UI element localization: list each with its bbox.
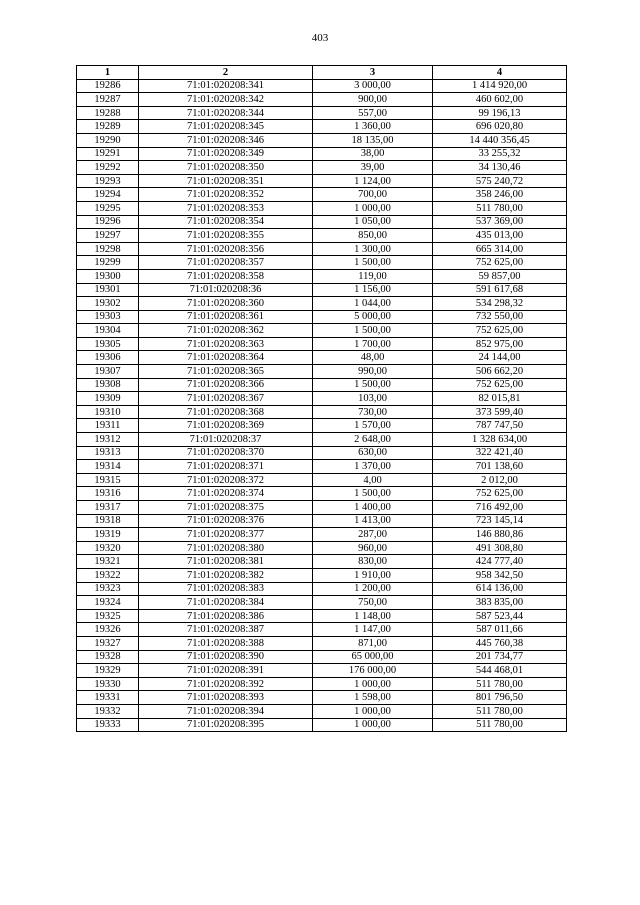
area-cell: 900,00 <box>313 93 433 107</box>
area-cell: 730,00 <box>313 405 433 419</box>
row-number-cell: 19331 <box>77 691 139 705</box>
value-cell: 575 240,72 <box>433 174 567 188</box>
cadastral-number-cell: 71:01:020208:369 <box>139 419 313 433</box>
table-row <box>77 596 567 610</box>
row-number-cell: 19294 <box>77 188 139 202</box>
cadastral-number-cell: 71:01:020208:394 <box>139 704 313 718</box>
area-cell: 1 500,00 <box>313 324 433 338</box>
area-cell: 38,00 <box>313 147 433 161</box>
value-cell: 511 780,00 <box>433 677 567 691</box>
row-number-cell: 19307 <box>77 365 139 379</box>
value-cell: 614 136,00 <box>433 582 567 596</box>
cadastral-number-cell: 71:01:020208:382 <box>139 568 313 582</box>
cadastral-number-cell: 71:01:020208:346 <box>139 133 313 147</box>
value-cell: 701 138,60 <box>433 460 567 474</box>
cadastral-number-cell: 71:01:020208:392 <box>139 677 313 691</box>
row-number-cell: 19329 <box>77 664 139 678</box>
cadastral-number-cell: 71:01:020208:388 <box>139 636 313 650</box>
area-cell: 1 000,00 <box>313 677 433 691</box>
table-row <box>77 501 567 515</box>
table-row <box>77 215 567 229</box>
column-header: 3 <box>313 66 433 80</box>
row-number-cell: 19306 <box>77 351 139 365</box>
cadastral-number-cell: 71:01:020208:377 <box>139 528 313 542</box>
area-cell: 18 135,00 <box>313 133 433 147</box>
table-row <box>77 392 567 406</box>
value-cell: 59 857,00 <box>433 269 567 283</box>
area-cell: 119,00 <box>313 269 433 283</box>
table-row <box>77 93 567 107</box>
cadastral-number-cell: 71:01:020208:376 <box>139 514 313 528</box>
table-row <box>77 310 567 324</box>
row-number-cell: 19296 <box>77 215 139 229</box>
area-cell: 750,00 <box>313 596 433 610</box>
cadastral-number-cell: 71:01:020208:37 <box>139 433 313 447</box>
cadastral-number-cell: 71:01:020208:365 <box>139 365 313 379</box>
row-number-cell: 19299 <box>77 256 139 270</box>
table-row <box>77 147 567 161</box>
cadastral-number-cell: 71:01:020208:363 <box>139 337 313 351</box>
value-cell: 852 975,00 <box>433 337 567 351</box>
value-cell: 24 144,00 <box>433 351 567 365</box>
table-body <box>77 79 567 732</box>
row-number-cell: 19321 <box>77 555 139 569</box>
table-row <box>77 568 567 582</box>
value-cell: 752 625,00 <box>433 487 567 501</box>
row-number-cell: 19311 <box>77 419 139 433</box>
table-row <box>77 460 567 474</box>
row-number-cell: 19293 <box>77 174 139 188</box>
cadastral-number-cell: 71:01:020208:374 <box>139 487 313 501</box>
area-cell: 1 050,00 <box>313 215 433 229</box>
column-header: 1 <box>77 66 139 80</box>
row-number-cell: 19290 <box>77 133 139 147</box>
area-cell: 4,00 <box>313 473 433 487</box>
table-row <box>77 514 567 528</box>
table-row <box>77 473 567 487</box>
table-row <box>77 691 567 705</box>
row-number-cell: 19328 <box>77 650 139 664</box>
table-row <box>77 297 567 311</box>
cadastral-number-cell: 71:01:020208:355 <box>139 229 313 243</box>
cadastral-number-cell: 71:01:020208:360 <box>139 297 313 311</box>
area-cell: 960,00 <box>313 541 433 555</box>
row-number-cell: 19309 <box>77 392 139 406</box>
value-cell: 511 780,00 <box>433 201 567 215</box>
cadastral-number-cell: 71:01:020208:370 <box>139 446 313 460</box>
cadastral-number-cell: 71:01:020208:395 <box>139 718 313 732</box>
table-row <box>77 677 567 691</box>
row-number-cell: 19310 <box>77 405 139 419</box>
area-cell: 1 156,00 <box>313 283 433 297</box>
area-cell: 103,00 <box>313 392 433 406</box>
table-row <box>77 351 567 365</box>
area-cell: 830,00 <box>313 555 433 569</box>
area-cell: 39,00 <box>313 161 433 175</box>
row-number-cell: 19326 <box>77 623 139 637</box>
row-number-cell: 19305 <box>77 337 139 351</box>
value-cell: 716 492,00 <box>433 501 567 515</box>
value-cell: 2 012,00 <box>433 473 567 487</box>
table-row <box>77 201 567 215</box>
area-cell: 287,00 <box>313 528 433 542</box>
row-number-cell: 19332 <box>77 704 139 718</box>
value-cell: 752 625,00 <box>433 378 567 392</box>
row-number-cell: 19318 <box>77 514 139 528</box>
row-number-cell: 19316 <box>77 487 139 501</box>
value-cell: 732 550,00 <box>433 310 567 324</box>
table-row <box>77 433 567 447</box>
cadastral-number-cell: 71:01:020208:344 <box>139 106 313 120</box>
table-row <box>77 528 567 542</box>
row-number-cell: 19313 <box>77 446 139 460</box>
cadastral-number-cell: 71:01:020208:345 <box>139 120 313 134</box>
table-row <box>77 623 567 637</box>
value-cell: 491 308,80 <box>433 541 567 555</box>
cadastral-number-cell: 71:01:020208:362 <box>139 324 313 338</box>
cadastral-number-cell: 71:01:020208:366 <box>139 378 313 392</box>
value-cell: 435 013,00 <box>433 229 567 243</box>
table-row <box>77 133 567 147</box>
row-number-cell: 19308 <box>77 378 139 392</box>
value-cell: 358 246,00 <box>433 188 567 202</box>
table-row <box>77 188 567 202</box>
cadastral-number-cell: 71:01:020208:390 <box>139 650 313 664</box>
row-number-cell: 19327 <box>77 636 139 650</box>
value-cell: 383 835,00 <box>433 596 567 610</box>
area-cell: 1 148,00 <box>313 609 433 623</box>
area-cell: 1 200,00 <box>313 582 433 596</box>
row-number-cell: 19322 <box>77 568 139 582</box>
area-cell: 1 360,00 <box>313 120 433 134</box>
table-row <box>77 269 567 283</box>
cadastral-number-cell: 71:01:020208:393 <box>139 691 313 705</box>
area-cell: 871,00 <box>313 636 433 650</box>
cadastral-table <box>76 65 567 732</box>
area-cell: 3 000,00 <box>313 79 433 93</box>
table-row <box>77 419 567 433</box>
area-cell: 176 000,00 <box>313 664 433 678</box>
table-row <box>77 555 567 569</box>
area-cell: 1 500,00 <box>313 256 433 270</box>
value-cell: 34 130,46 <box>433 161 567 175</box>
cadastral-number-cell: 71:01:020208:353 <box>139 201 313 215</box>
area-cell: 1 124,00 <box>313 174 433 188</box>
table-row <box>77 541 567 555</box>
cadastral-number-cell: 71:01:020208:354 <box>139 215 313 229</box>
value-cell: 1 414 920,00 <box>433 79 567 93</box>
area-cell: 557,00 <box>313 106 433 120</box>
row-number-cell: 19289 <box>77 120 139 134</box>
column-header: 2 <box>139 66 313 80</box>
row-number-cell: 19312 <box>77 433 139 447</box>
cadastral-number-cell: 71:01:020208:387 <box>139 623 313 637</box>
cadastral-number-cell: 71:01:020208:357 <box>139 256 313 270</box>
cadastral-number-cell: 71:01:020208:356 <box>139 242 313 256</box>
value-cell: 511 780,00 <box>433 704 567 718</box>
area-cell: 1 000,00 <box>313 201 433 215</box>
value-cell: 801 796,50 <box>433 691 567 705</box>
cadastral-number-cell: 71:01:020208:342 <box>139 93 313 107</box>
row-number-cell: 19303 <box>77 310 139 324</box>
table-row <box>77 636 567 650</box>
area-cell: 630,00 <box>313 446 433 460</box>
row-number-cell: 19297 <box>77 229 139 243</box>
cadastral-number-cell: 71:01:020208:361 <box>139 310 313 324</box>
value-cell: 787 747,50 <box>433 419 567 433</box>
area-cell: 1 400,00 <box>313 501 433 515</box>
table-row <box>77 378 567 392</box>
value-cell: 146 880,86 <box>433 528 567 542</box>
area-cell: 850,00 <box>313 229 433 243</box>
table-row <box>77 324 567 338</box>
table-row <box>77 446 567 460</box>
table-row <box>77 609 567 623</box>
value-cell: 99 196,13 <box>433 106 567 120</box>
cadastral-number-cell: 71:01:020208:371 <box>139 460 313 474</box>
cadastral-number-cell: 71:01:020208:383 <box>139 582 313 596</box>
cadastral-number-cell: 71:01:020208:36 <box>139 283 313 297</box>
row-number-cell: 19317 <box>77 501 139 515</box>
row-number-cell: 19325 <box>77 609 139 623</box>
value-cell: 445 760,38 <box>433 636 567 650</box>
value-cell: 534 298,32 <box>433 297 567 311</box>
area-cell: 5 000,00 <box>313 310 433 324</box>
table-row <box>77 174 567 188</box>
value-cell: 587 011,66 <box>433 623 567 637</box>
value-cell: 424 777,40 <box>433 555 567 569</box>
cadastral-number-cell: 71:01:020208:367 <box>139 392 313 406</box>
area-cell: 1 370,00 <box>313 460 433 474</box>
value-cell: 373 599,40 <box>433 405 567 419</box>
row-number-cell: 19324 <box>77 596 139 610</box>
area-cell: 1 300,00 <box>313 242 433 256</box>
cadastral-number-cell: 71:01:020208:384 <box>139 596 313 610</box>
area-cell: 1 700,00 <box>313 337 433 351</box>
cadastral-number-cell: 71:01:020208:351 <box>139 174 313 188</box>
table-row <box>77 106 567 120</box>
value-cell: 1 328 634,00 <box>433 433 567 447</box>
row-number-cell: 19298 <box>77 242 139 256</box>
value-cell: 665 314,00 <box>433 242 567 256</box>
value-cell: 14 440 356,45 <box>433 133 567 147</box>
area-cell: 1 598,00 <box>313 691 433 705</box>
row-number-cell: 19315 <box>77 473 139 487</box>
value-cell: 723 145,14 <box>433 514 567 528</box>
cadastral-number-cell: 71:01:020208:375 <box>139 501 313 515</box>
value-cell: 322 421,40 <box>433 446 567 460</box>
area-cell: 65 000,00 <box>313 650 433 664</box>
area-cell: 1 500,00 <box>313 378 433 392</box>
value-cell: 752 625,00 <box>433 324 567 338</box>
area-cell: 48,00 <box>313 351 433 365</box>
table-row <box>77 650 567 664</box>
row-number-cell: 19320 <box>77 541 139 555</box>
row-number-cell: 19302 <box>77 297 139 311</box>
cadastral-number-cell: 71:01:020208:350 <box>139 161 313 175</box>
row-number-cell: 19330 <box>77 677 139 691</box>
row-number-cell: 19333 <box>77 718 139 732</box>
cadastral-number-cell: 71:01:020208:368 <box>139 405 313 419</box>
cadastral-number-cell: 71:01:020208:352 <box>139 188 313 202</box>
value-cell: 506 662,20 <box>433 365 567 379</box>
area-cell: 1 570,00 <box>313 419 433 433</box>
value-cell: 82 015,81 <box>433 392 567 406</box>
cadastral-number-cell: 71:01:020208:372 <box>139 473 313 487</box>
table-row <box>77 664 567 678</box>
area-cell: 1 500,00 <box>313 487 433 501</box>
area-cell: 2 648,00 <box>313 433 433 447</box>
area-cell: 1 147,00 <box>313 623 433 637</box>
table-row <box>77 582 567 596</box>
cadastral-number-cell: 71:01:020208:349 <box>139 147 313 161</box>
value-cell: 696 020,80 <box>433 120 567 134</box>
value-cell: 587 523,44 <box>433 609 567 623</box>
value-cell: 460 602,00 <box>433 93 567 107</box>
row-number-cell: 19291 <box>77 147 139 161</box>
table-row <box>77 718 567 732</box>
table-row <box>77 161 567 175</box>
value-cell: 544 468,01 <box>433 664 567 678</box>
row-number-cell: 19323 <box>77 582 139 596</box>
table-row <box>77 229 567 243</box>
row-number-cell: 19314 <box>77 460 139 474</box>
table-row <box>77 256 567 270</box>
table-row <box>77 487 567 501</box>
value-cell: 591 617,68 <box>433 283 567 297</box>
area-cell: 1 000,00 <box>313 718 433 732</box>
area-cell: 1 413,00 <box>313 514 433 528</box>
cadastral-number-cell: 71:01:020208:381 <box>139 555 313 569</box>
area-cell: 1 910,00 <box>313 568 433 582</box>
cadastral-number-cell: 71:01:020208:380 <box>139 541 313 555</box>
row-number-cell: 19292 <box>77 161 139 175</box>
page-number: 403 <box>311 32 329 44</box>
column-header: 4 <box>433 66 567 80</box>
row-number-cell: 19286 <box>77 79 139 93</box>
table-row <box>77 704 567 718</box>
value-cell: 201 734,77 <box>433 650 567 664</box>
area-cell: 990,00 <box>313 365 433 379</box>
value-cell: 752 625,00 <box>433 256 567 270</box>
row-number-cell: 19304 <box>77 324 139 338</box>
table-row <box>77 337 567 351</box>
table-row <box>77 405 567 419</box>
row-number-cell: 19288 <box>77 106 139 120</box>
table-header-row <box>77 66 567 80</box>
value-cell: 537 369,00 <box>433 215 567 229</box>
cadastral-number-cell: 71:01:020208:386 <box>139 609 313 623</box>
row-number-cell: 19287 <box>77 93 139 107</box>
value-cell: 33 255,32 <box>433 147 567 161</box>
row-number-cell: 19301 <box>77 283 139 297</box>
table-row <box>77 365 567 379</box>
row-number-cell: 19295 <box>77 201 139 215</box>
row-number-cell: 19300 <box>77 269 139 283</box>
cadastral-number-cell: 71:01:020208:358 <box>139 269 313 283</box>
table-row <box>77 283 567 297</box>
area-cell: 700,00 <box>313 188 433 202</box>
cadastral-number-cell: 71:01:020208:364 <box>139 351 313 365</box>
area-cell: 1 000,00 <box>313 704 433 718</box>
area-cell: 1 044,00 <box>313 297 433 311</box>
row-number-cell: 19319 <box>77 528 139 542</box>
cadastral-number-cell: 71:01:020208:341 <box>139 79 313 93</box>
cadastral-number-cell: 71:01:020208:391 <box>139 664 313 678</box>
table-row <box>77 242 567 256</box>
table-row <box>77 120 567 134</box>
value-cell: 958 342,50 <box>433 568 567 582</box>
value-cell: 511 780,00 <box>433 718 567 732</box>
table-row <box>77 79 567 93</box>
